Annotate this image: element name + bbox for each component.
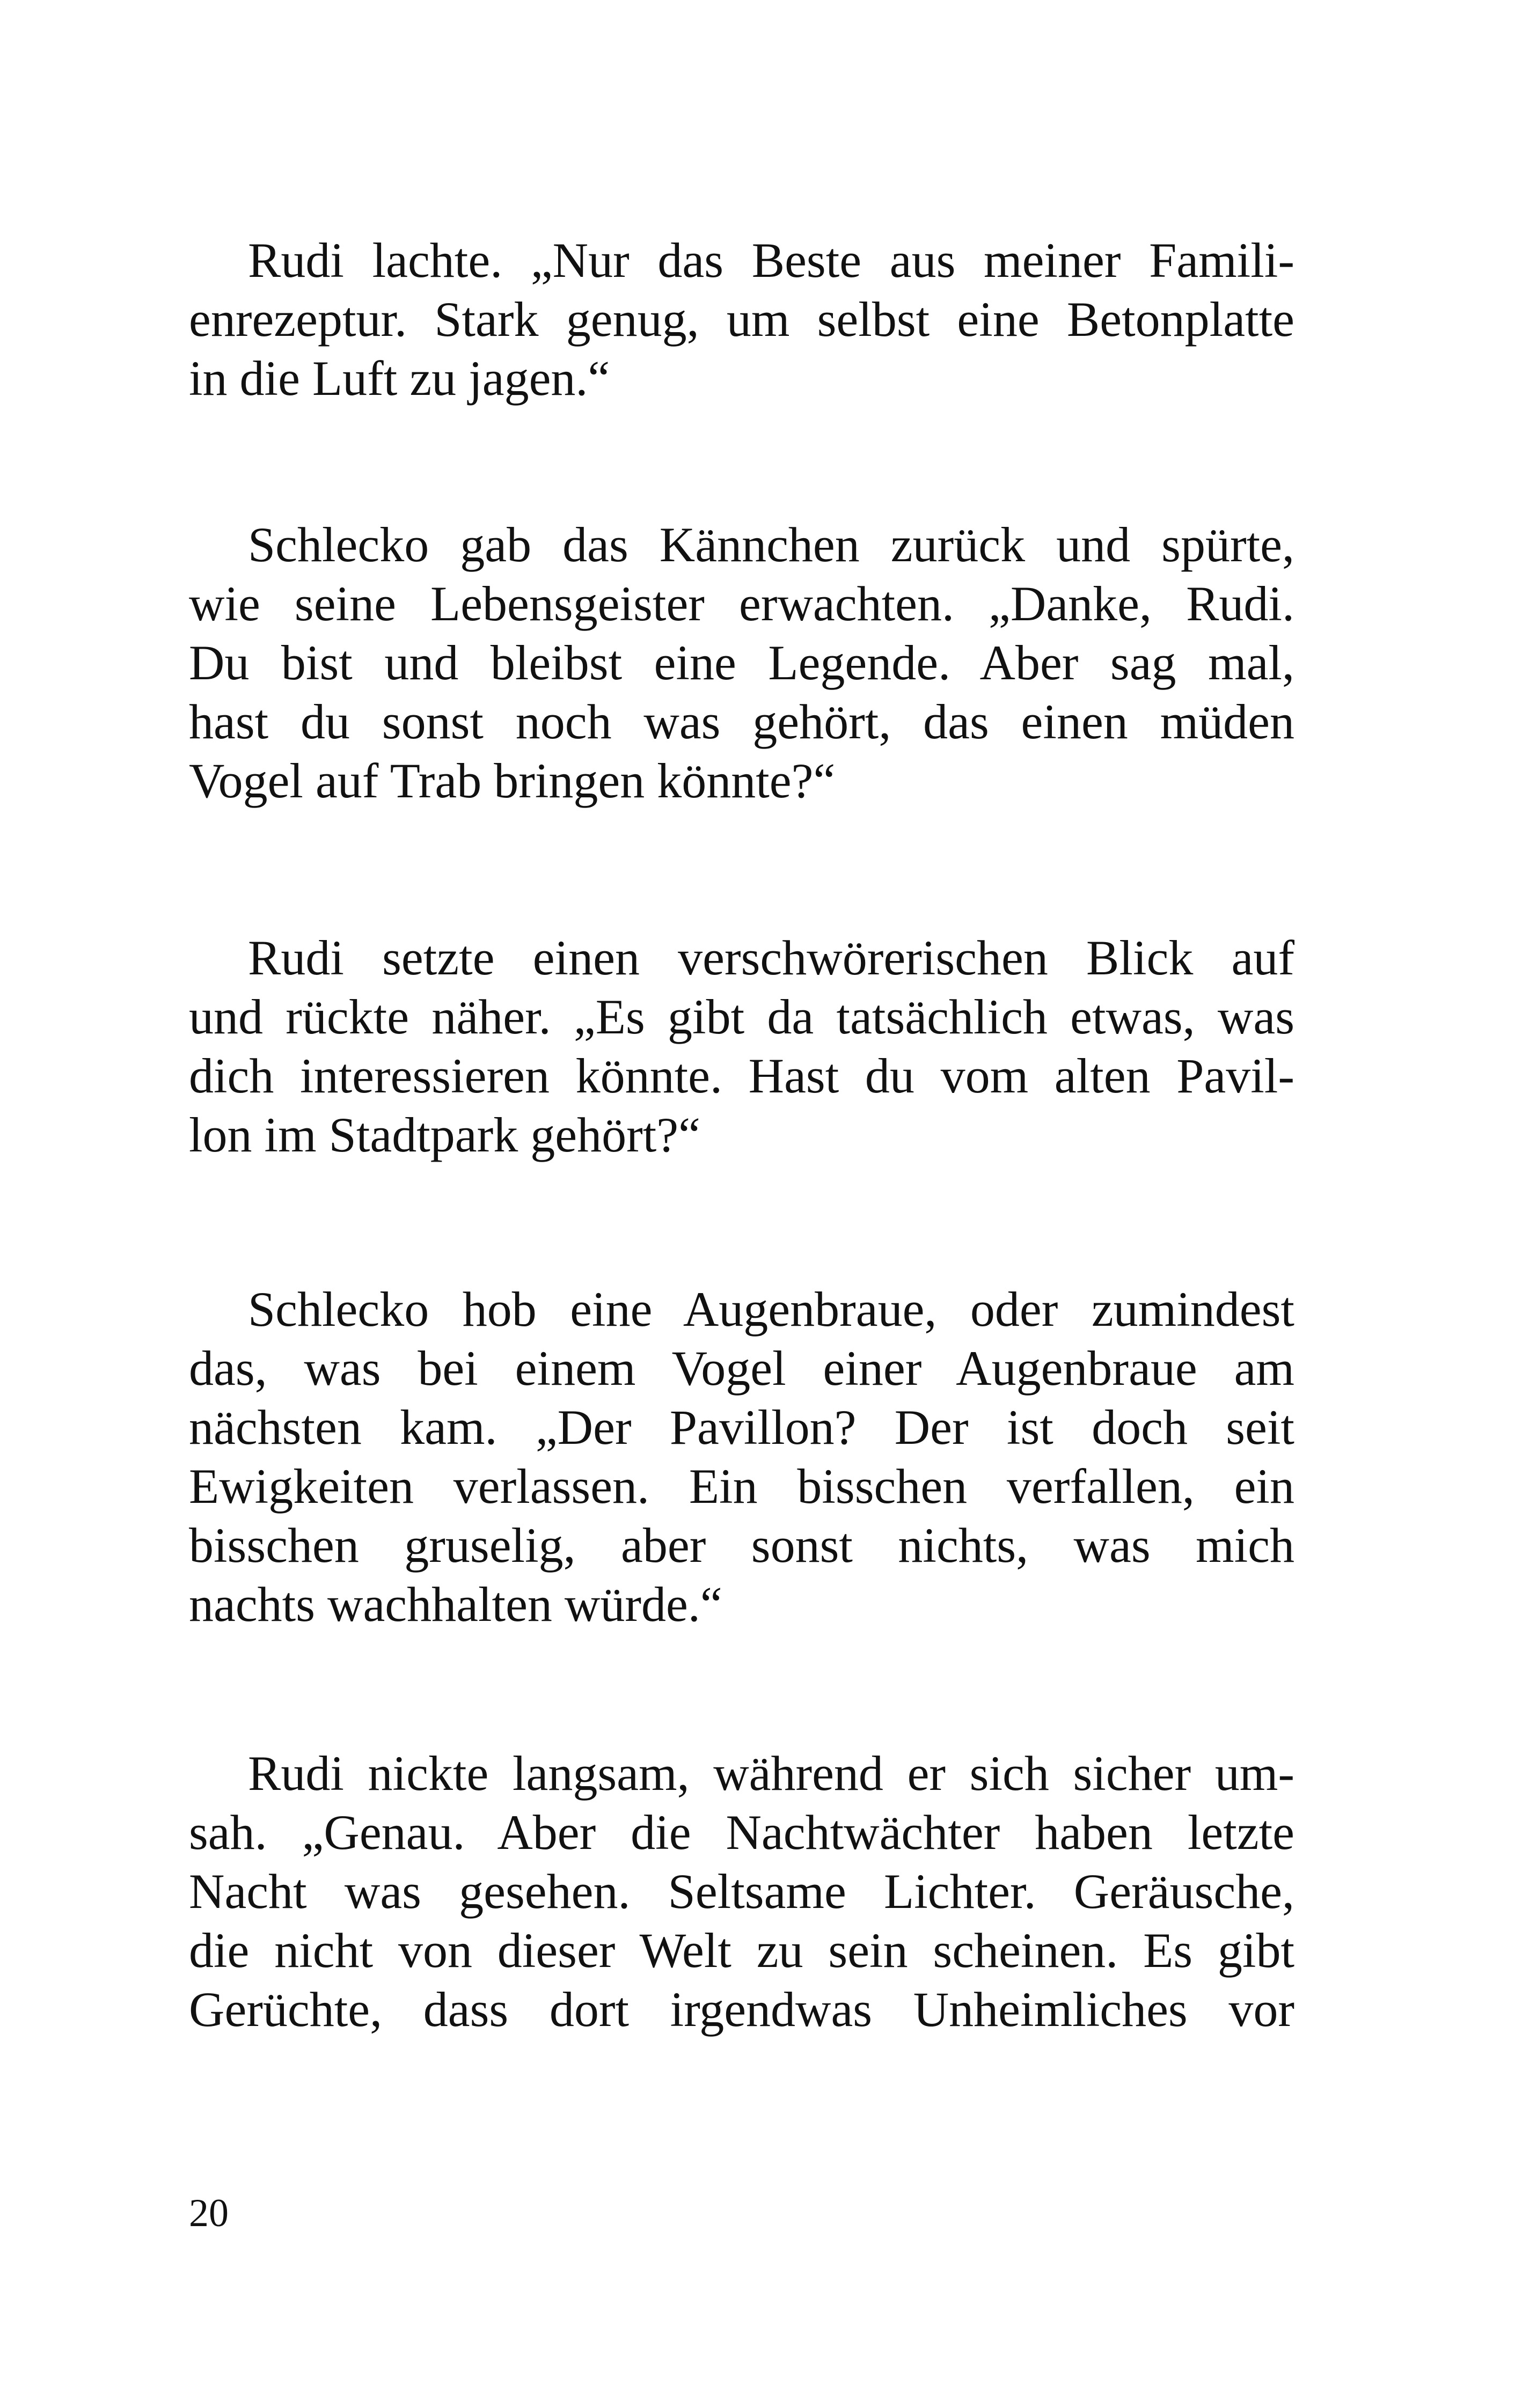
- text-line: Du bist und bleibst eine Legende. Aber sag mal,: [189, 635, 1294, 690]
- text-line: hast du sonst noch was gehört, das einen müden: [189, 694, 1294, 749]
- text-line: wie seine Lebensgeister erwachten. „Danke, Rudi.: [189, 576, 1294, 631]
- text-line: in die Luft zu jagen.“: [189, 351, 610, 406]
- text-line: enrezeptur. Stark genug, um selbst eine Betonplatte: [189, 292, 1294, 347]
- text-line: dich interessieren könnte. Hast du vom alten Pavil-: [189, 1048, 1294, 1103]
- text-line: Nacht was gesehen. Seltsame Lichter. Geräusche,: [189, 1864, 1294, 1919]
- text-line: das, was bei einem Vogel einer Augenbraue am: [189, 1341, 1294, 1396]
- text-line: sah. „Genau. Aber die Nachtwächter haben letzte: [189, 1805, 1294, 1860]
- page-number: 20: [189, 2191, 229, 2235]
- text-line: Rudi lachte. „Nur das Beste aus meiner Famili-: [248, 233, 1294, 288]
- text-line: Ewigkeiten verlassen. Ein bisschen verfallen, ein: [189, 1459, 1294, 1514]
- text-line: Schlecko hob eine Augenbraue, oder zumindest: [248, 1282, 1294, 1337]
- text-line: und rückte näher. „Es gibt da tatsächlich etwas, was: [189, 989, 1294, 1044]
- text-line: Schlecko gab das Kännchen zurück und spürte,: [248, 517, 1294, 572]
- text-line: die nicht von dieser Welt zu sein scheinen. Es gibt: [189, 1923, 1294, 1978]
- text-line: nachts wachhalten würde.“: [189, 1577, 722, 1632]
- text-line: Vogel auf Trab bringen könnte?“: [189, 753, 836, 808]
- text-line: nächsten kam. „Der Pavillon? Der ist doch seit: [189, 1400, 1294, 1455]
- text-line: lon im Stadtpark gehört?“: [189, 1107, 700, 1162]
- text-line: Gerüchte, dass dort irgendwas Unheimliches vor: [189, 1982, 1294, 2037]
- text-line: bisschen gruselig, aber sonst nichts, was mich: [189, 1518, 1294, 1573]
- text-line: Rudi setzte einen verschwörerischen Blick auf: [248, 930, 1294, 985]
- text-line: Rudi nickte langsam, während er sich sicher um-: [248, 1746, 1294, 1801]
